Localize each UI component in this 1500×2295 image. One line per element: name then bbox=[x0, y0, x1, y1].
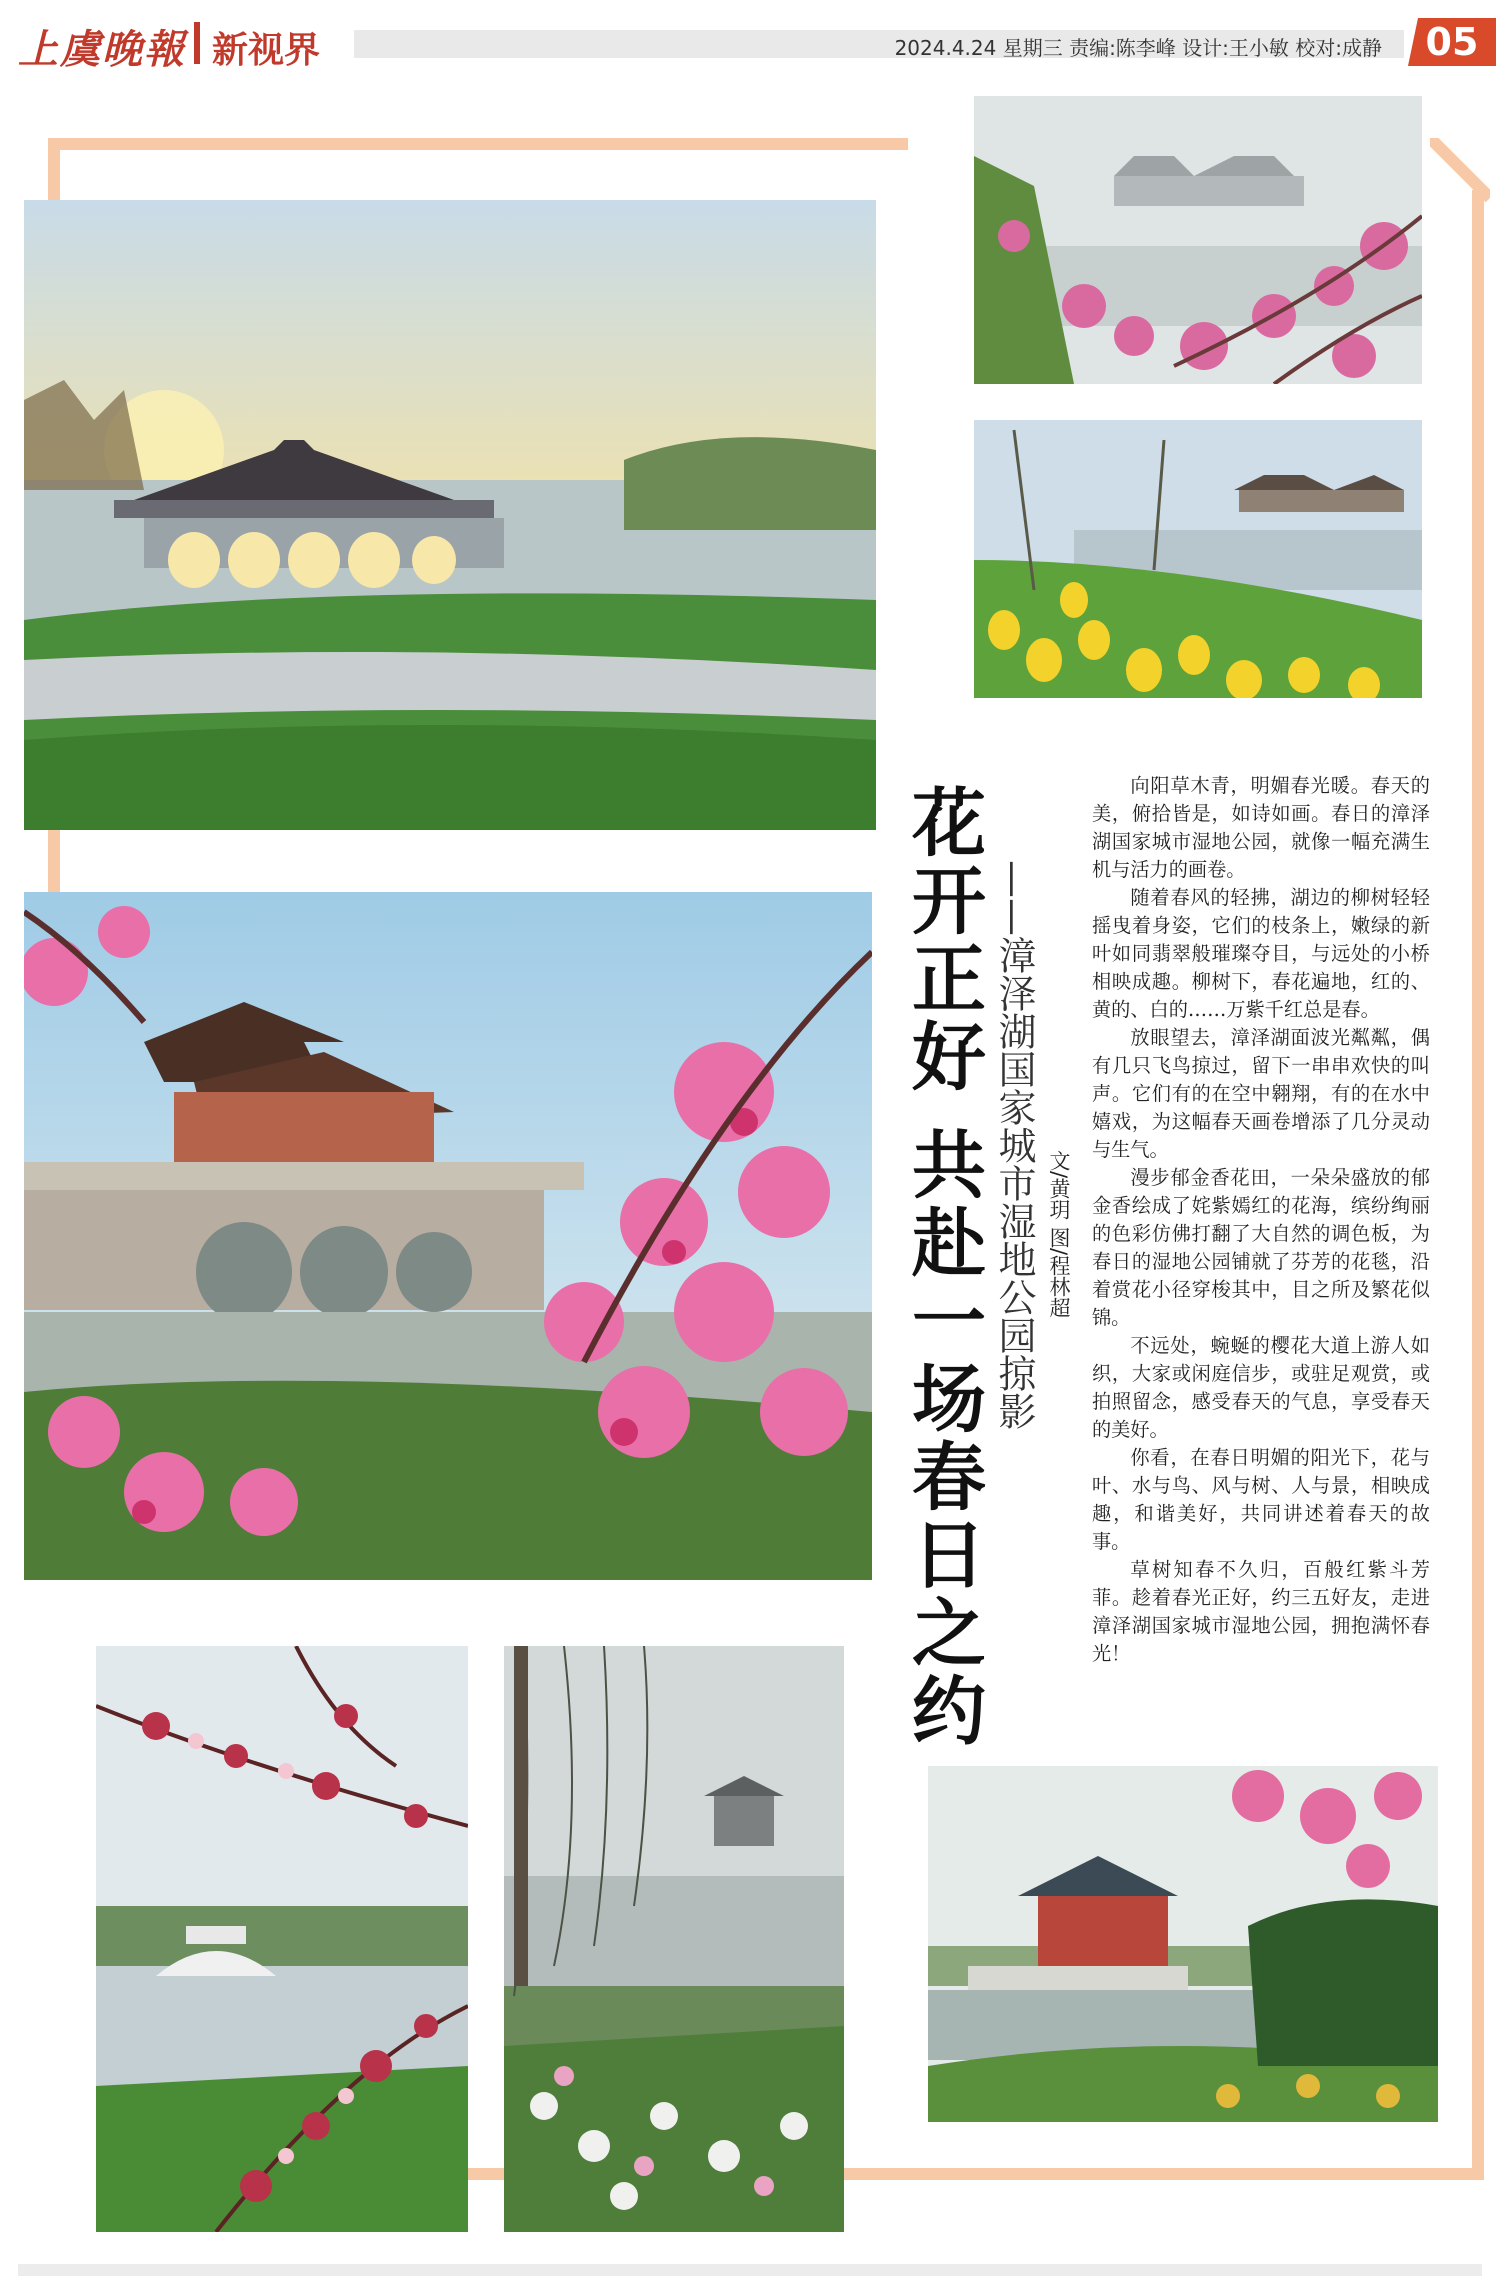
paragraph: 随着春风的轻拂，湖边的柳树轻轻摇曳着身姿，它们的枝条上，嫩绿的新叶如同翡翠般璀璨夺目，与远处的小桥相映成趣。柳树下，春花遍地，红的、黄的、白的……万紫千红总是春。 bbox=[1092, 886, 1430, 1021]
photo-bridge-sunset bbox=[24, 200, 876, 830]
byline-photographer: 图/程林超 bbox=[1047, 1226, 1071, 1318]
frame-right bbox=[1472, 190, 1484, 2180]
photo-yellow-tulips bbox=[974, 420, 1422, 698]
footer-bar bbox=[18, 2264, 1482, 2276]
page-number-badge bbox=[1408, 18, 1496, 66]
article-body bbox=[1092, 772, 1430, 1668]
photo-misty-bridge-flowers bbox=[974, 96, 1422, 384]
paragraph: 放眼望去，漳泽湖面波光粼粼，偶有几只飞鸟掠过，留下一串串欢快的叫声。它们有的在空中翱翔，有的在水中嬉戏，为这幅春天画卷增添了几分灵动与生气。 bbox=[1092, 1026, 1430, 1161]
newspaper-logo: 上虞晚報 bbox=[18, 26, 186, 73]
photo-red-branches-bridge bbox=[96, 1646, 468, 2232]
article-byline bbox=[1044, 1150, 1074, 1430]
masthead bbox=[18, 14, 1498, 73]
article-subtitle: ——漳泽湖国家城市湿地公园掠影 bbox=[992, 860, 1036, 1430]
page-number: 05 bbox=[1425, 20, 1479, 64]
masthead-divider bbox=[194, 22, 200, 64]
frame-corner bbox=[1430, 138, 1490, 208]
paragraph: 漫步郁金香花田，一朵朵盛放的郁金香绘成了姹紫嫣红的花海，缤纷绚丽的色彩仿佛打翻了大自然的调色板，为春日的湿地公园铺就了芬芳的花毯，沿着赏花小径穿梭其中，目之所及繁花似锦。 bbox=[1092, 1166, 1430, 1329]
paragraph: 不远处，蜿蜒的樱花大道上游人如织，大家或闲庭信步，或驻足观赏，或拍照留念，感受春天的气息，享受春天的美好。 bbox=[1092, 1334, 1430, 1441]
article-title: 花开正好 共赴一场春日之约 bbox=[900, 784, 986, 1750]
photo-pavilion-blossoms bbox=[24, 892, 872, 1580]
photo-pavilion-pine bbox=[928, 1766, 1438, 2122]
paragraph: 向阳草木青，明媚春光暖。春天的美，俯拾皆是，如诗如画。春日的漳泽湖国家城市湿地公园，就像一幅充满生机与活力的画卷。 bbox=[1092, 774, 1430, 881]
photo-misty-pavilion-willows bbox=[504, 1646, 844, 2232]
paragraph: 草树知春不久归，百般红紫斗芳菲。趁着春光正好，约三五好友，走进漳泽湖国家城市湿地公园，拥抱满怀春光！ bbox=[1092, 1558, 1430, 1665]
paragraph: 你看，在春日明媚的阳光下，花与叶、水与鸟、风与树、人与景，相映成趣，和谐美好，共同讲述着春天的故事。 bbox=[1092, 1446, 1430, 1553]
issue-meta: 2024.4.24 星期三 责编:陈李峰 设计:王小敏 校对:成静 bbox=[894, 36, 1382, 60]
byline-writer: 文/黄玥 bbox=[1047, 1150, 1071, 1221]
frame-top bbox=[48, 138, 908, 150]
section-name: 新视界 bbox=[212, 30, 321, 71]
